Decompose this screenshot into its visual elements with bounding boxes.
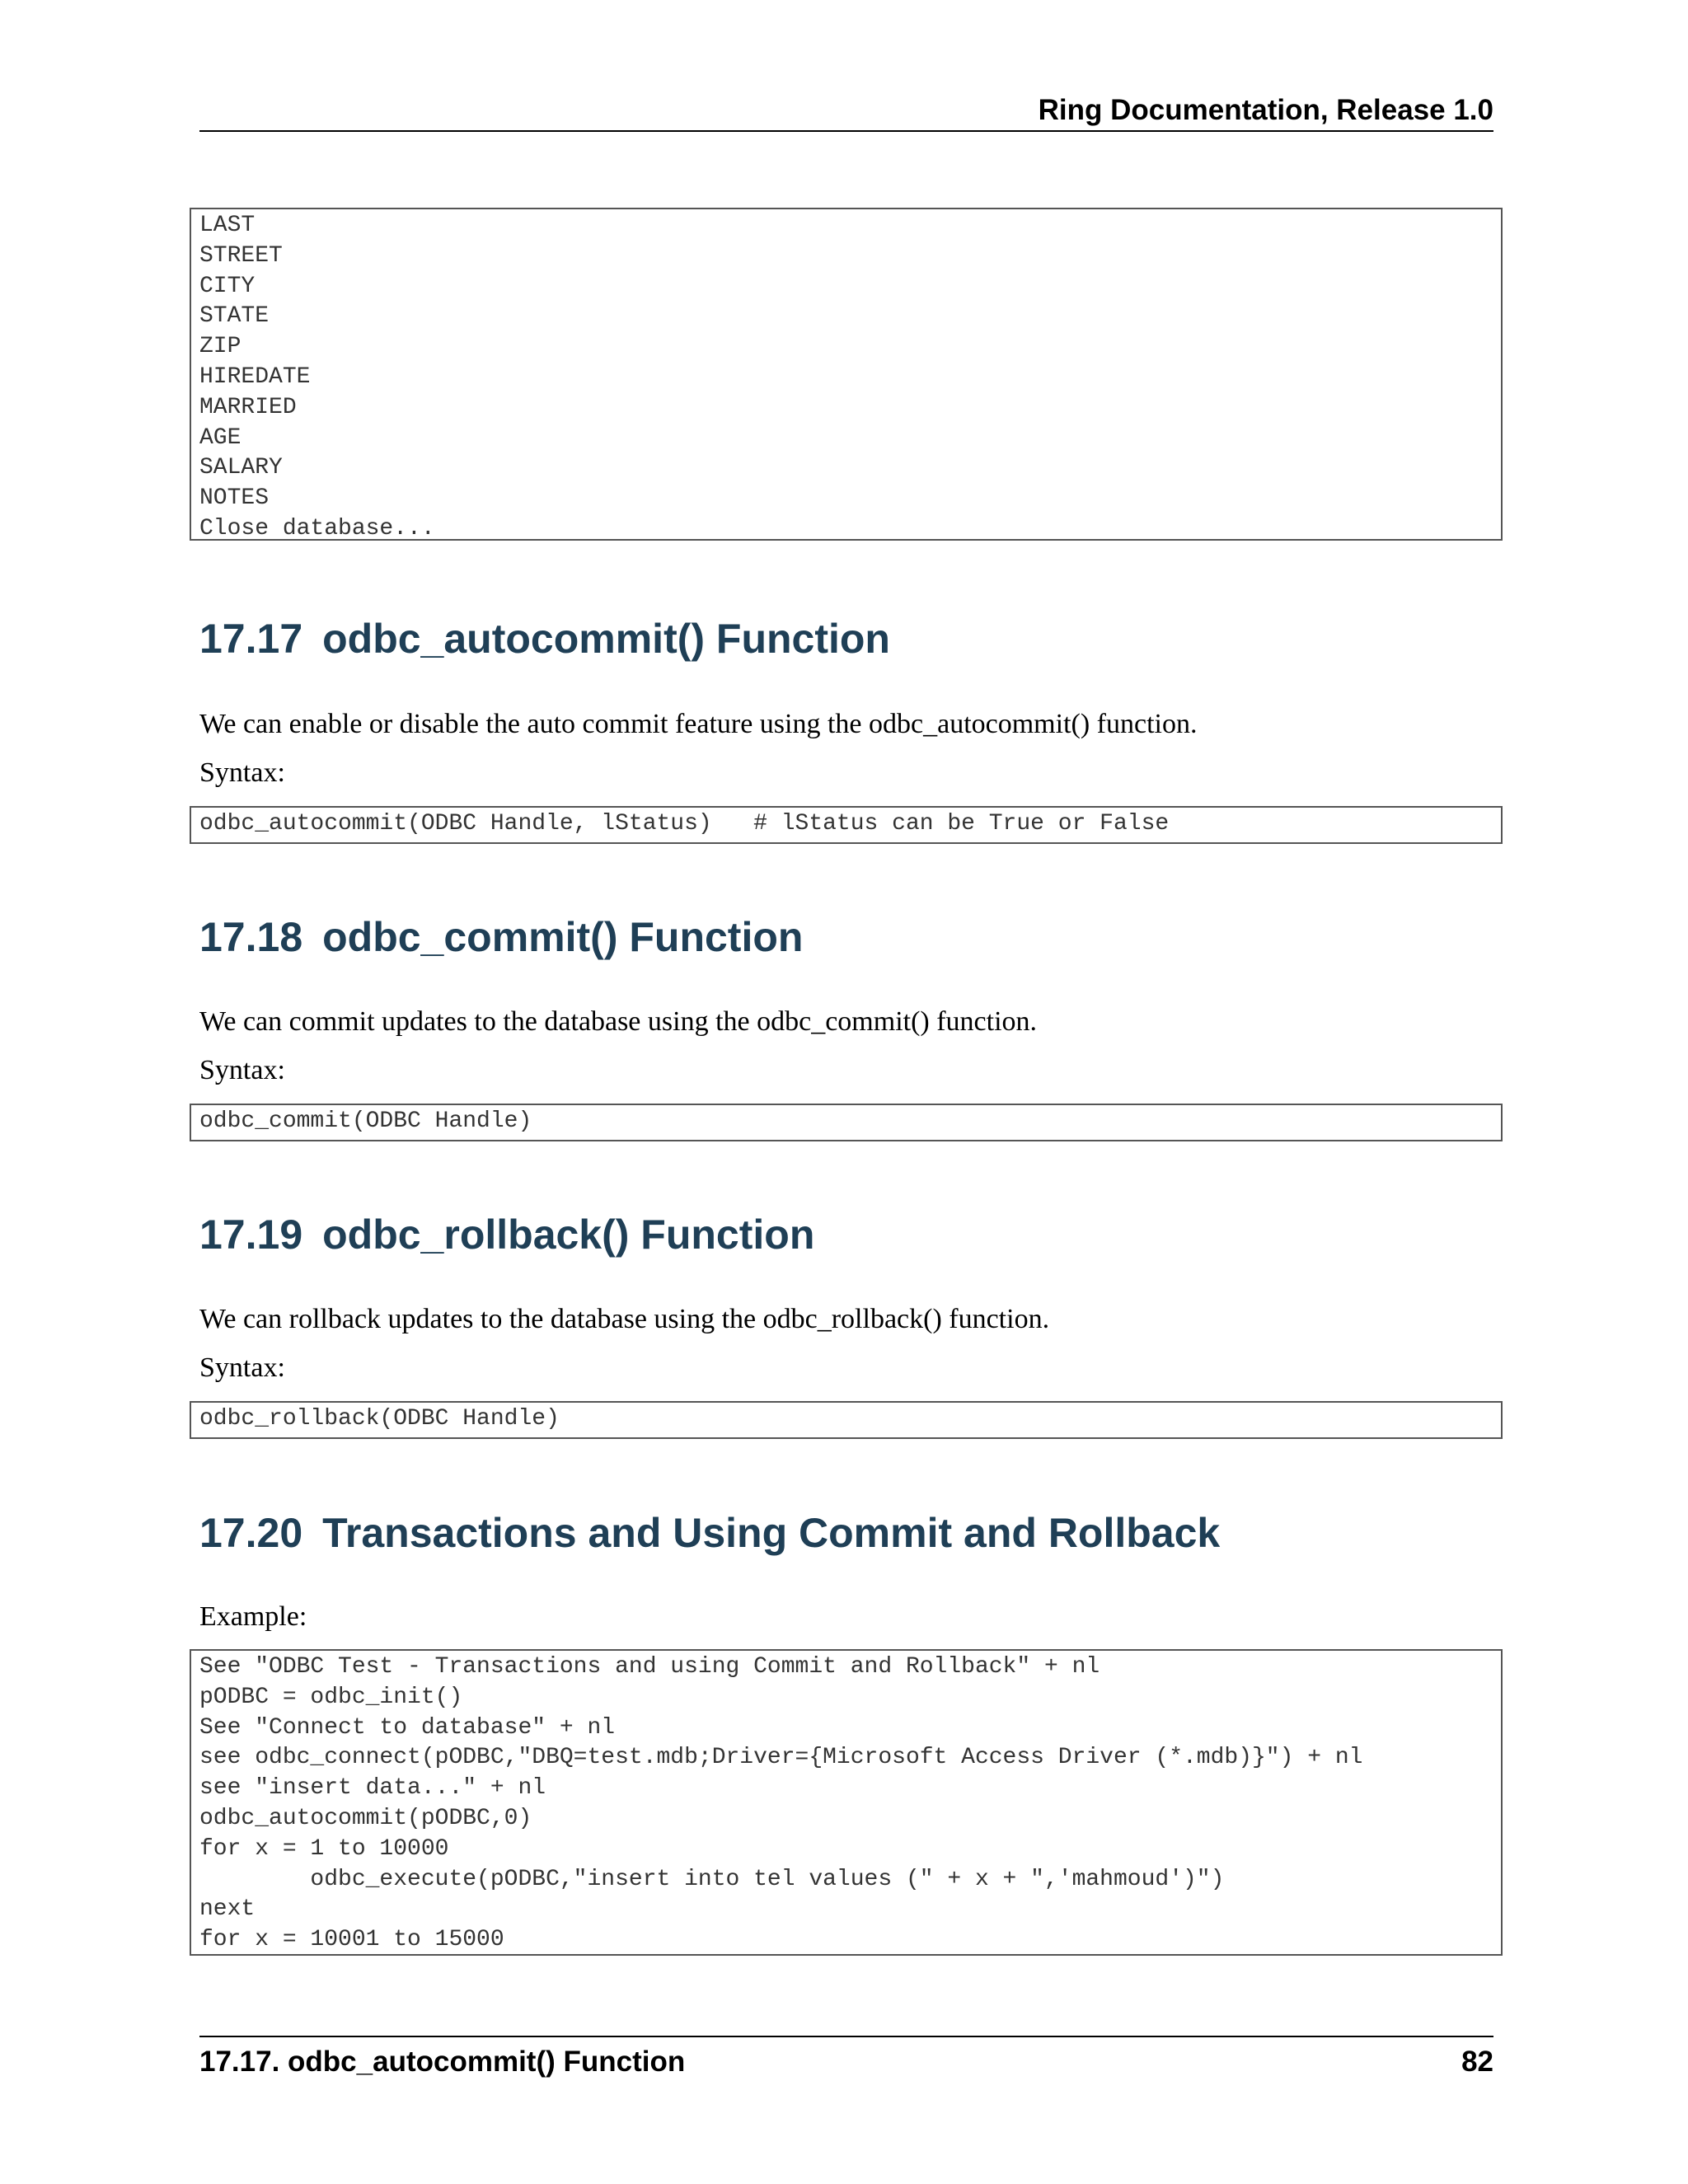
syntax-label: Syntax: (199, 757, 285, 788)
code-line: see odbc_connect(pODBC,"DBQ=test.mdb;Driver={Microsoft Access Driver (*.mdb)}") + nl (199, 1745, 1363, 1771)
section-number: 17.17 (199, 616, 303, 662)
code-line: Close database... (199, 515, 435, 541)
section-title: odbc_autocommit() Function (322, 616, 890, 662)
code-line: AGE (199, 424, 241, 451)
code-line: NOTES (199, 485, 270, 512)
section-description: We can commit updates to the database using the odbc_commit() function. (199, 1006, 1038, 1037)
code-block-autocommit-syntax (190, 806, 1503, 844)
code-line: CITY (199, 273, 256, 299)
code-line: see "insert data..." + nl (199, 1775, 546, 1802)
code-line: odbc_autocommit(pODBC,0) (199, 1805, 532, 1831)
section-number: 17.20 (199, 1510, 303, 1556)
section-number: 17.19 (199, 1212, 303, 1258)
code-line: STREET (199, 242, 283, 269)
example-label: Example: (199, 1601, 307, 1632)
code-line: See "Connect to database" + nl (199, 1714, 616, 1741)
code-block-rollback-syntax (190, 1401, 1503, 1439)
code-line: LAST (199, 213, 256, 238)
code-block-field-list (190, 208, 1503, 541)
section-heading-17-20 (199, 1508, 1220, 1558)
syntax-label: Syntax: (199, 1352, 285, 1383)
section-title: Transactions and Using Commit and Rollback (322, 1510, 1221, 1556)
document-title: Ring Documentation, Release 1.0 (1038, 94, 1493, 126)
code-line: HIREDATE (199, 363, 311, 390)
code-line: for x = 10001 to 15000 (199, 1927, 504, 1953)
code-block-transaction-example (190, 1649, 1503, 1956)
section-description: We can rollback updates to the database using the odbc_rollback() function. (199, 1304, 1050, 1334)
code-line: odbc_rollback(ODBC Handle) (199, 1406, 560, 1432)
code-line: STATE (199, 303, 270, 330)
page-number: 82 (1461, 2046, 1493, 2078)
syntax-label: Syntax: (199, 1055, 285, 1085)
page-footer (199, 2036, 1493, 2085)
footer-section-title: 17.17. odbc_autocommit() Function (199, 2046, 686, 2078)
code-line: for x = 1 to 10000 (199, 1835, 449, 1862)
section-description: We can enable or disable the auto commit feature using the odbc_autocommit() function. (199, 709, 1198, 739)
section-number: 17.18 (199, 914, 303, 960)
section-heading-17-18 (199, 912, 803, 962)
code-line: odbc_commit(ODBC Handle) (199, 1108, 532, 1134)
code-line: odbc_autocommit(ODBC Handle, lStatus) # lStatus can be True or False (199, 811, 1170, 837)
code-line: See "ODBC Test - Transactions and using Commit and Rollback" + nl (199, 1654, 1100, 1680)
code-line: pODBC = odbc_init() (199, 1684, 463, 1710)
section-heading-17-19 (199, 1210, 814, 1259)
code-line: SALARY (199, 455, 283, 481)
section-heading-17-17 (199, 614, 890, 663)
code-line: odbc_execute(pODBC,"insert into tel values (" + x + ",'mahmoud')") (199, 1866, 1225, 1892)
page-header (199, 89, 1493, 132)
section-title: odbc_commit() Function (322, 914, 804, 960)
code-line: MARRIED (199, 394, 297, 420)
code-line: ZIP (199, 334, 241, 360)
code-line: next (199, 1896, 256, 1923)
code-block-commit-syntax (190, 1104, 1503, 1141)
section-title: odbc_rollback() Function (322, 1212, 815, 1258)
